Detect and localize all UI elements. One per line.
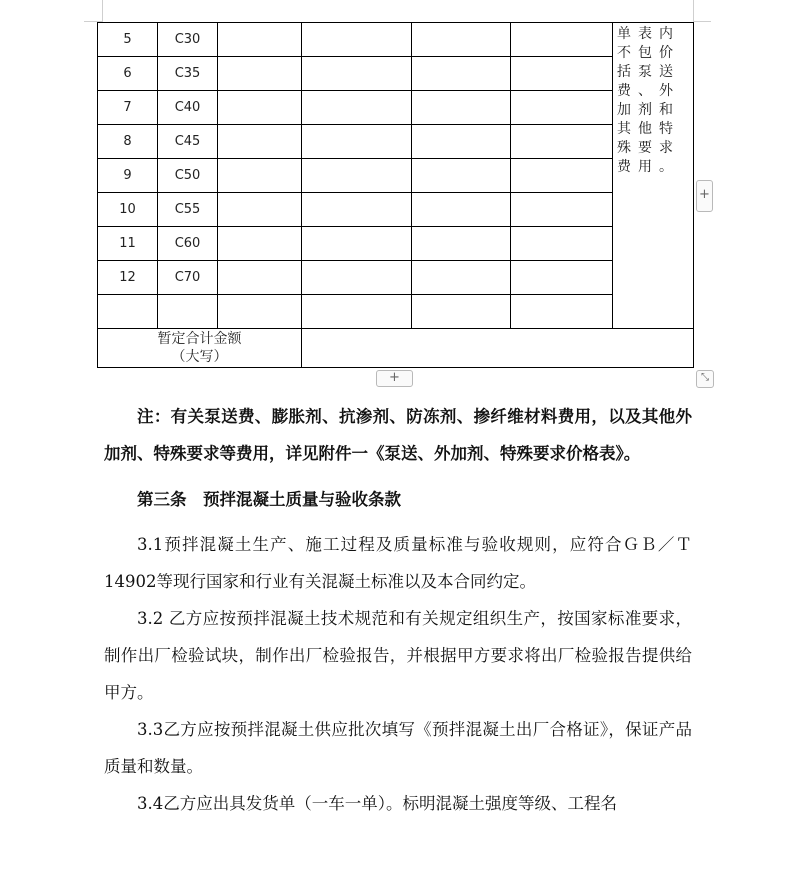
table-row (98, 125, 694, 159)
margin-marker-left (102, 0, 103, 22)
margin-marker-right (693, 0, 694, 22)
empty-cell[interactable] (218, 91, 302, 125)
row-number-cell[interactable] (98, 295, 158, 329)
grade-cell[interactable]: C45 (158, 125, 218, 159)
empty-cell[interactable] (302, 295, 412, 329)
table-row (98, 295, 694, 329)
remark-cell[interactable] (613, 23, 694, 329)
grade-cell[interactable]: C60 (158, 227, 218, 261)
empty-cell[interactable] (412, 23, 511, 57)
empty-cell[interactable] (218, 193, 302, 227)
table-row (98, 193, 694, 227)
empty-cell[interactable] (412, 261, 511, 295)
empty-cell[interactable] (511, 57, 613, 91)
empty-cell[interactable] (302, 57, 412, 91)
clause-3-2: 3.2 乙方应按预拌混凝土技术规范和有关规定组织生产，按国家标准要求，制作出厂检验试块，制作出厂检验报告，并根据甲方要求将出厂检验报告提供给甲方。 (104, 609, 692, 702)
empty-cell[interactable] (412, 227, 511, 261)
empty-cell[interactable] (511, 193, 613, 227)
table-row (98, 57, 694, 91)
empty-cell[interactable] (511, 159, 613, 193)
empty-cell[interactable] (302, 91, 412, 125)
row-number-cell[interactable]: 12 (98, 261, 158, 295)
row-number-cell[interactable]: 11 (98, 227, 158, 261)
document-body (104, 398, 692, 822)
empty-cell[interactable] (511, 125, 613, 159)
table-row (98, 23, 694, 57)
empty-cell[interactable] (218, 261, 302, 295)
empty-cell[interactable] (511, 91, 613, 125)
clause-3-4: 3.4乙方应出具发货单（一车一单）。标明混凝土强度等级、工程名 (137, 794, 617, 813)
margin-tick-right (693, 21, 711, 22)
total-amount-value-cell[interactable] (302, 329, 694, 368)
table-footnote: 注：有关泵送费、膨胀剂、抗渗剂、防冻剂、掺纤维材料费用，以及其他外加剂、特殊要求等费用，详见附件一《泵送、外加剂、特殊要求价格表》。 (104, 407, 692, 463)
section-heading: 第三条 预拌混凝土质量与验收条款 (137, 490, 401, 509)
row-number-cell[interactable]: 8 (98, 125, 158, 159)
empty-cell[interactable] (218, 57, 302, 91)
empty-cell[interactable] (302, 125, 412, 159)
remark-text: 单表内不包价括泵送费、外加剂和其他特殊要求费用。 (617, 26, 680, 175)
total-amount-label-uppercase: （大写） (171, 349, 228, 365)
add-row-button[interactable]: + (376, 370, 413, 387)
add-column-button[interactable]: + (696, 180, 713, 212)
table-row (98, 227, 694, 261)
empty-cell[interactable] (302, 23, 412, 57)
grade-cell[interactable]: C50 (158, 159, 218, 193)
page-top-margin (0, 0, 794, 22)
grade-cell[interactable]: C40 (158, 91, 218, 125)
empty-cell[interactable] (412, 159, 511, 193)
table-row (98, 261, 694, 295)
table-row (98, 159, 694, 193)
clause-3-1: 3.1预拌混凝土生产、施工过程及质量标准与验收规则，应符合ＧＢ／Ｔ14902等现行国家和行业有关混凝土标准以及本合同约定。 (104, 535, 692, 591)
empty-cell[interactable] (511, 261, 613, 295)
empty-cell[interactable] (218, 23, 302, 57)
empty-cell[interactable] (412, 57, 511, 91)
concrete-price-table[interactable] (97, 22, 694, 368)
row-number-cell[interactable]: 6 (98, 57, 158, 91)
empty-cell[interactable] (511, 295, 613, 329)
grade-cell[interactable] (158, 295, 218, 329)
total-row (98, 329, 694, 368)
total-amount-label: 暂定合计金额 (157, 331, 242, 347)
row-number-cell[interactable]: 5 (98, 23, 158, 57)
row-number-cell[interactable]: 7 (98, 91, 158, 125)
total-amount-label-cell[interactable] (98, 329, 302, 368)
grade-cell[interactable]: C70 (158, 261, 218, 295)
table-row (98, 91, 694, 125)
empty-cell[interactable] (412, 193, 511, 227)
empty-cell[interactable] (218, 295, 302, 329)
empty-cell[interactable] (218, 125, 302, 159)
empty-cell[interactable] (302, 261, 412, 295)
grade-cell[interactable]: C30 (158, 23, 218, 57)
empty-cell[interactable] (412, 91, 511, 125)
empty-cell[interactable] (302, 193, 412, 227)
row-number-cell[interactable]: 9 (98, 159, 158, 193)
empty-cell[interactable] (511, 23, 613, 57)
empty-cell[interactable] (302, 159, 412, 193)
empty-cell[interactable] (412, 295, 511, 329)
row-number-cell[interactable]: 10 (98, 193, 158, 227)
empty-cell[interactable] (218, 227, 302, 261)
empty-cell[interactable] (412, 125, 511, 159)
grade-cell[interactable]: C55 (158, 193, 218, 227)
grade-cell[interactable]: C35 (158, 57, 218, 91)
empty-cell[interactable] (218, 159, 302, 193)
clause-3-3: 3.3乙方应按预拌混凝土供应批次填写《预拌混凝土出厂合格证》，保证产品质量和数量。 (104, 720, 692, 776)
empty-cell[interactable] (511, 227, 613, 261)
empty-cell[interactable] (302, 227, 412, 261)
table-resize-handle-icon[interactable]: ⤡ (696, 370, 714, 388)
